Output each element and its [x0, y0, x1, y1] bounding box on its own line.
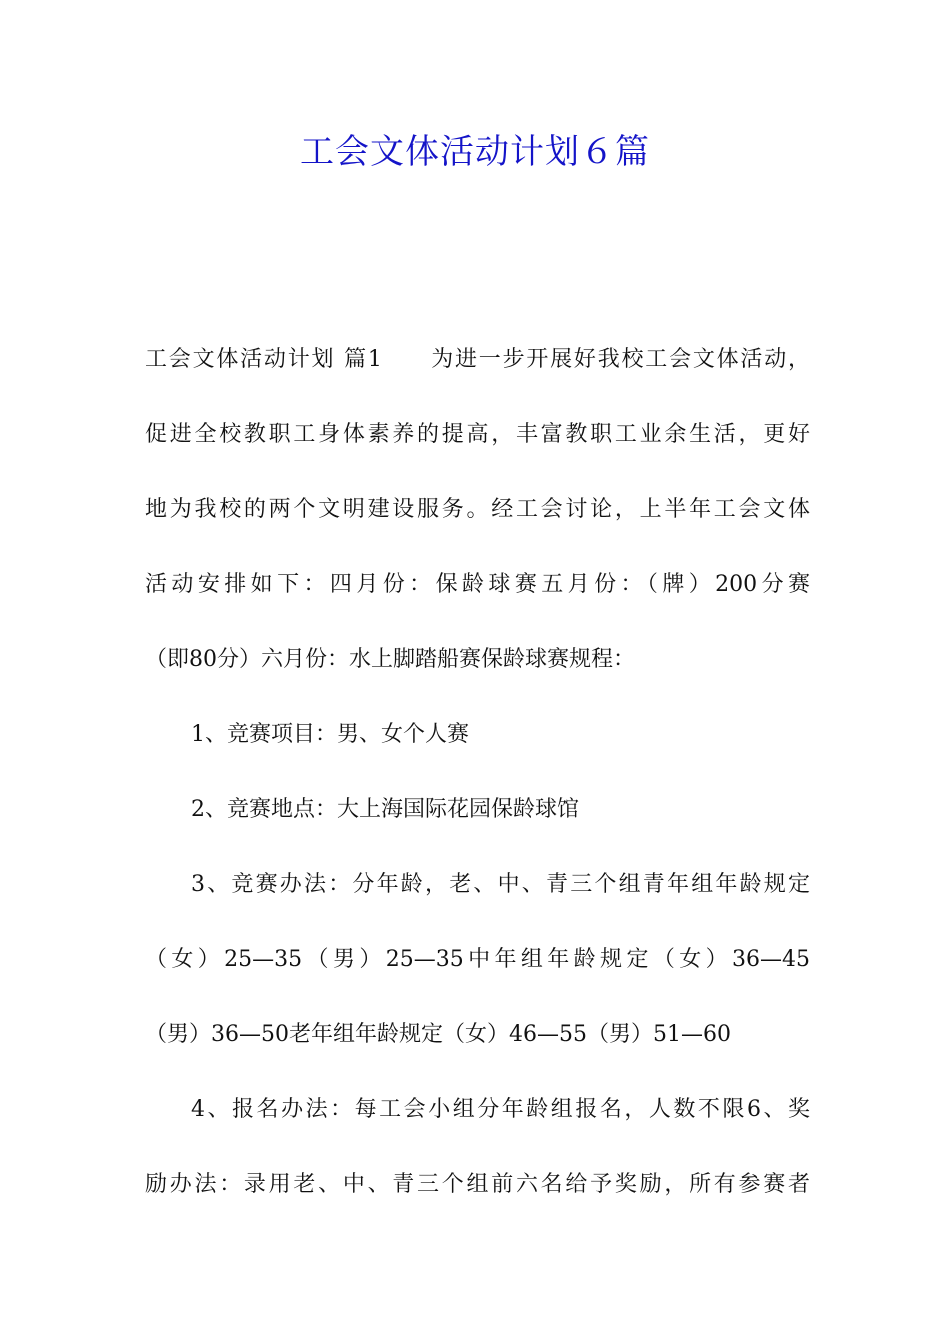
list-item-1: 1、竞赛项目：男、女个人赛 — [191, 722, 469, 747]
page-title: 工会文体活动计划６篇 — [300, 132, 650, 172]
list-item-2: 2、竞赛地点：大上海国际花园保龄球馆 — [191, 797, 579, 822]
paragraph-line: 励办法：录用老、中、青三个组前六名给予奖励，所有参赛者 — [145, 1172, 810, 1197]
body-text — [145, 338, 810, 1238]
list-item-3: 3、竞赛办法：分年龄，老、中、青三个组青年组年龄规定 — [191, 872, 810, 897]
paragraph-line: （男）36—50老年组年龄规定（女）46—55（男）51—60 — [145, 1022, 731, 1047]
paragraph-line: （女）25—35（男）25—35中年组年龄规定（女）36—45 — [145, 947, 810, 972]
list-item-4: 4、报名办法：每工会小组分年龄组报名，人数不限6、奖 — [191, 1097, 810, 1122]
paragraph-line: 活动安排如下：四月份：保龄球赛五月份：（牌）200分赛 — [145, 572, 810, 597]
paragraph-line: 促进全校教职工身体素养的提高，丰富教职工业余生活，更好 — [145, 422, 810, 447]
paragraph-line: （即80分）六月份：水上脚踏船赛保龄球赛规程： — [145, 647, 635, 672]
paragraph-line: 地为我校的两个文明建设服务。经工会讨论，上半年工会文体 — [145, 497, 810, 522]
paragraph-line: 工会文体活动计划 篇1 为进一步开展好我校工会文体活动， — [145, 347, 810, 372]
